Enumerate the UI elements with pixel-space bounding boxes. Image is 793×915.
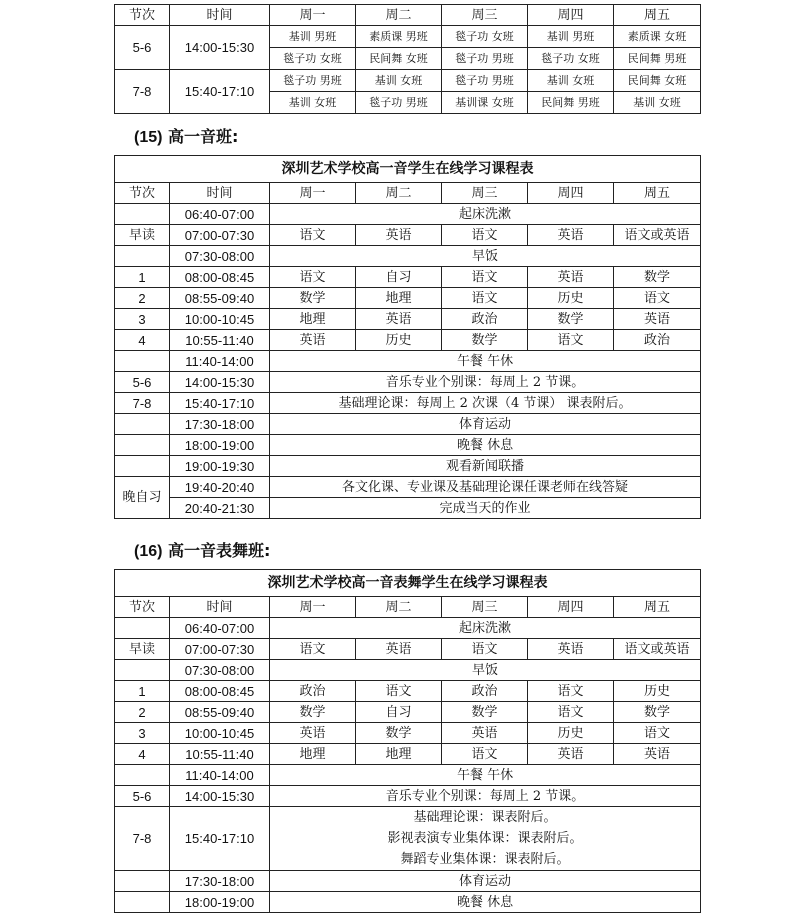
class-cell: 语文: [442, 225, 528, 246]
class-cell: 地理: [356, 288, 442, 309]
class-cell: 语文: [442, 288, 528, 309]
period-cell: 3: [115, 309, 170, 330]
class-cell: 数学: [442, 330, 528, 351]
table-row: [115, 309, 701, 330]
time-cell: 07:30-08:00: [170, 660, 270, 681]
table-row: [115, 765, 701, 786]
table-row: [115, 744, 701, 765]
time-cell: 14:00-15:30: [170, 786, 270, 807]
class-b: 毯子功 女班: [528, 47, 613, 69]
header-wed: 周三: [442, 5, 528, 26]
class-b: 基训课 女班: [442, 91, 527, 113]
table-row: [115, 702, 701, 723]
class-cell: 语文: [270, 639, 356, 660]
time-cell: 18:00-19:00: [170, 892, 270, 913]
table-header-row: [115, 5, 701, 26]
class-b: 民间舞 男班: [614, 47, 700, 69]
class-b: 民间舞 女班: [356, 47, 441, 69]
class-cell: 历史: [528, 723, 614, 744]
table-row: [115, 70, 701, 114]
class-cell: 语文或英语: [614, 225, 701, 246]
table-row: [115, 723, 701, 744]
activity-cell: 体育运动: [270, 414, 701, 435]
period-cell: [115, 871, 170, 892]
table-row: [115, 414, 701, 435]
class-cell: 自习: [356, 267, 442, 288]
class-b: 民间舞 男班: [528, 91, 613, 113]
table-row: [115, 660, 701, 681]
class-a: 毯子功 男班: [455, 74, 514, 87]
header-fri: 周五: [614, 597, 701, 618]
class-a: 基训 男班: [288, 30, 337, 43]
top-schedule-table: [114, 4, 701, 114]
class-cell: [442, 26, 528, 70]
class-cell: 英语: [356, 639, 442, 660]
class-cell: 语文: [528, 681, 614, 702]
table-row: [115, 246, 701, 267]
time-cell: 08:00-08:45: [170, 267, 270, 288]
activity-line: 舞蹈专业集体课：课表附后。: [400, 852, 570, 867]
section16-heading-number: (16): [134, 543, 163, 560]
time-cell: 17:30-18:00: [170, 871, 270, 892]
time-cell: 10:00-10:45: [170, 723, 270, 744]
section15-heading-text: 高一音班:: [168, 127, 239, 146]
time-cell: 06:40-07:00: [170, 204, 270, 225]
section15-schedule-table: [114, 155, 701, 519]
table-row: [115, 204, 701, 225]
section16-heading-text: 高一音表舞班:: [168, 541, 271, 560]
table-row: [115, 225, 701, 246]
class-cell: [442, 70, 528, 114]
header-period: 节次: [115, 597, 170, 618]
class-cell: 语文或英语: [614, 639, 701, 660]
period-cell: 晚自习: [115, 477, 170, 519]
table-header-row: [115, 183, 701, 204]
time-cell: 11:40-14:00: [170, 765, 270, 786]
header-thu: 周四: [528, 5, 614, 26]
table-row: [115, 435, 701, 456]
header-thu: 周四: [528, 597, 614, 618]
class-a: 民间舞 女班: [627, 74, 687, 87]
period-cell: [115, 246, 170, 267]
period-cell: 4: [115, 330, 170, 351]
class-cell: 英语: [528, 267, 614, 288]
time-cell: 08:55-09:40: [170, 288, 270, 309]
activity-cell: 音乐专业个别课：每周上 2 节课。: [270, 786, 701, 807]
time-cell: 14:00-15:30: [170, 26, 270, 70]
table-row: [115, 477, 701, 498]
class-b: 基训 女班: [270, 91, 355, 113]
class-cell: 地理: [270, 309, 356, 330]
class-cell: 英语: [270, 723, 356, 744]
class-cell: 数学: [528, 309, 614, 330]
header-time: 时间: [170, 183, 270, 204]
time-cell: 15:40-17:10: [170, 70, 270, 114]
activity-cell: 各文化课、专业课及基础理论课任课老师在线答疑: [270, 477, 701, 498]
class-cell: 数学: [442, 702, 528, 723]
period-cell: 2: [115, 702, 170, 723]
class-cell: 数学: [270, 288, 356, 309]
table-row: [115, 456, 701, 477]
time-cell: 08:55-09:40: [170, 702, 270, 723]
table-row: [115, 330, 701, 351]
class-a: 基训 女班: [546, 74, 595, 87]
class-cell: 政治: [270, 681, 356, 702]
class-cell: 数学: [270, 702, 356, 723]
table-header-row: [115, 597, 701, 618]
time-cell: 07:00-07:30: [170, 639, 270, 660]
time-cell: 20:40-21:30: [170, 498, 270, 519]
table-row: [115, 26, 701, 70]
period-cell: 7-8: [115, 393, 170, 414]
header-fri: 周五: [614, 5, 701, 26]
header-time: 时间: [170, 597, 270, 618]
activity-cell: 体育运动: [270, 871, 701, 892]
class-cell: 地理: [356, 744, 442, 765]
section16-heading: [134, 538, 270, 561]
class-cell: 自习: [356, 702, 442, 723]
time-cell: 15:40-17:10: [170, 807, 270, 871]
class-cell: 语文: [442, 639, 528, 660]
class-cell: 政治: [442, 309, 528, 330]
time-cell: 19:40-20:40: [170, 477, 270, 498]
header-mon: 周一: [270, 5, 356, 26]
class-cell: 政治: [442, 681, 528, 702]
period-cell: 1: [115, 681, 170, 702]
class-cell: [356, 70, 442, 114]
class-cell: [528, 26, 614, 70]
table-title: 深圳艺术学校高一音学生在线学习课程表: [115, 156, 701, 183]
period-cell: 7-8: [115, 70, 170, 114]
activity-cell: [270, 807, 701, 871]
section16-schedule-table: [114, 569, 701, 913]
period-cell: 早读: [115, 639, 170, 660]
period-cell: [115, 435, 170, 456]
header-tue: 周二: [356, 183, 442, 204]
class-a: 基训 女班: [374, 74, 423, 87]
activity-line: 影视表演专业集体课：课表附后。: [387, 831, 583, 846]
class-cell: 语文: [442, 267, 528, 288]
class-b: 毯子功 男班: [442, 47, 527, 69]
class-cell: 语文: [528, 330, 614, 351]
period-cell: [115, 456, 170, 477]
header-fri: 周五: [614, 183, 701, 204]
period-cell: 5-6: [115, 26, 170, 70]
activity-cell: 晚餐 休息: [270, 892, 701, 913]
class-cell: 语文: [356, 681, 442, 702]
header-thu: 周四: [528, 183, 614, 204]
class-cell: 历史: [528, 288, 614, 309]
class-cell: 历史: [614, 681, 701, 702]
class-a: 毯子功 男班: [283, 74, 342, 87]
class-cell: [528, 70, 614, 114]
period-cell: 4: [115, 744, 170, 765]
time-cell: 17:30-18:00: [170, 414, 270, 435]
header-wed: 周三: [442, 183, 528, 204]
class-cell: 语文: [270, 267, 356, 288]
period-cell: [115, 618, 170, 639]
class-a: 素质课 男班: [369, 30, 428, 43]
period-cell: 早读: [115, 225, 170, 246]
header-period: 节次: [115, 5, 170, 26]
time-cell: 08:00-08:45: [170, 681, 270, 702]
class-cell: 地理: [270, 744, 356, 765]
table-title-row: [115, 156, 701, 183]
time-cell: 10:55-11:40: [170, 330, 270, 351]
period-cell: [115, 414, 170, 435]
table-row: [115, 267, 701, 288]
class-cell: [614, 70, 701, 114]
period-cell: 5-6: [115, 786, 170, 807]
activity-cell: 起床洗漱: [270, 618, 701, 639]
period-cell: [115, 765, 170, 786]
time-cell: 11:40-14:00: [170, 351, 270, 372]
period-cell: [115, 660, 170, 681]
time-cell: 18:00-19:00: [170, 435, 270, 456]
period-cell: 5-6: [115, 372, 170, 393]
class-cell: [356, 26, 442, 70]
class-cell: 语文: [614, 288, 701, 309]
class-cell: 英语: [614, 309, 701, 330]
class-cell: 英语: [442, 723, 528, 744]
header-mon: 周一: [270, 183, 356, 204]
class-cell: 语文: [528, 702, 614, 723]
class-cell: 英语: [356, 225, 442, 246]
section15-heading: [134, 124, 238, 147]
activity-cell: 基础理论课：每周上 2 次课（4 节课） 课表附后。: [270, 393, 701, 414]
period-cell: [115, 351, 170, 372]
time-cell: 07:30-08:00: [170, 246, 270, 267]
header-period: 节次: [115, 183, 170, 204]
class-cell: 语文: [270, 225, 356, 246]
class-cell: 语文: [442, 744, 528, 765]
activity-line: 基础理论课：课表附后。: [413, 810, 557, 825]
table-row: [115, 786, 701, 807]
table-row: [115, 807, 701, 871]
class-b: 毯子功 女班: [270, 47, 355, 69]
header-mon: 周一: [270, 597, 356, 618]
class-cell: 英语: [528, 639, 614, 660]
class-cell: 历史: [356, 330, 442, 351]
header-time: 时间: [170, 5, 270, 26]
table-row: [115, 393, 701, 414]
time-cell: 07:00-07:30: [170, 225, 270, 246]
activity-cell: 午餐 午休: [270, 765, 701, 786]
header-tue: 周二: [356, 597, 442, 618]
period-cell: 2: [115, 288, 170, 309]
section15-heading-number: (15): [134, 129, 163, 146]
class-cell: [270, 26, 356, 70]
table-row: [115, 351, 701, 372]
table-title: 深圳艺术学校高一音表舞学生在线学习课程表: [115, 570, 701, 597]
time-cell: 10:55-11:40: [170, 744, 270, 765]
activity-cell: 早饭: [270, 660, 701, 681]
header-wed: 周三: [442, 597, 528, 618]
class-a: 素质课 女班: [627, 30, 687, 43]
table-row: [115, 681, 701, 702]
period-cell: 7-8: [115, 807, 170, 871]
time-cell: 15:40-17:10: [170, 393, 270, 414]
activity-cell: 完成当天的作业: [270, 498, 701, 519]
table-row: [115, 892, 701, 913]
activity-cell: 早饭: [270, 246, 701, 267]
period-cell: 1: [115, 267, 170, 288]
header-tue: 周二: [356, 5, 442, 26]
table-row: [115, 498, 701, 519]
time-cell: 06:40-07:00: [170, 618, 270, 639]
time-cell: 14:00-15:30: [170, 372, 270, 393]
time-cell: 10:00-10:45: [170, 309, 270, 330]
class-cell: 政治: [614, 330, 701, 351]
class-cell: 语文: [614, 723, 701, 744]
class-a: 毯子功 女班: [455, 30, 514, 43]
table-row: [115, 372, 701, 393]
class-cell: 英语: [528, 225, 614, 246]
activity-cell: 晚餐 休息: [270, 435, 701, 456]
class-cell: 英语: [356, 309, 442, 330]
activity-cell: 观看新闻联播: [270, 456, 701, 477]
activity-cell: 午餐 午休: [270, 351, 701, 372]
activity-cell: 起床洗漱: [270, 204, 701, 225]
class-cell: 数学: [614, 702, 701, 723]
class-cell: [270, 70, 356, 114]
class-b: 基训 女班: [614, 91, 700, 113]
period-cell: [115, 204, 170, 225]
activity-cell: 音乐专业个别课：每周上 2 节课。: [270, 372, 701, 393]
table-title-row: [115, 570, 701, 597]
class-cell: 数学: [356, 723, 442, 744]
class-cell: 英语: [614, 744, 701, 765]
table-row: [115, 871, 701, 892]
table-row: [115, 639, 701, 660]
class-b: 毯子功 男班: [356, 91, 441, 113]
class-cell: 英语: [528, 744, 614, 765]
table-row: [115, 288, 701, 309]
period-cell: 3: [115, 723, 170, 744]
table-row: [115, 618, 701, 639]
time-cell: 19:00-19:30: [170, 456, 270, 477]
class-cell: [614, 26, 701, 70]
class-a: 基训 男班: [546, 30, 595, 43]
class-cell: 数学: [614, 267, 701, 288]
period-cell: [115, 892, 170, 913]
class-cell: 英语: [270, 330, 356, 351]
